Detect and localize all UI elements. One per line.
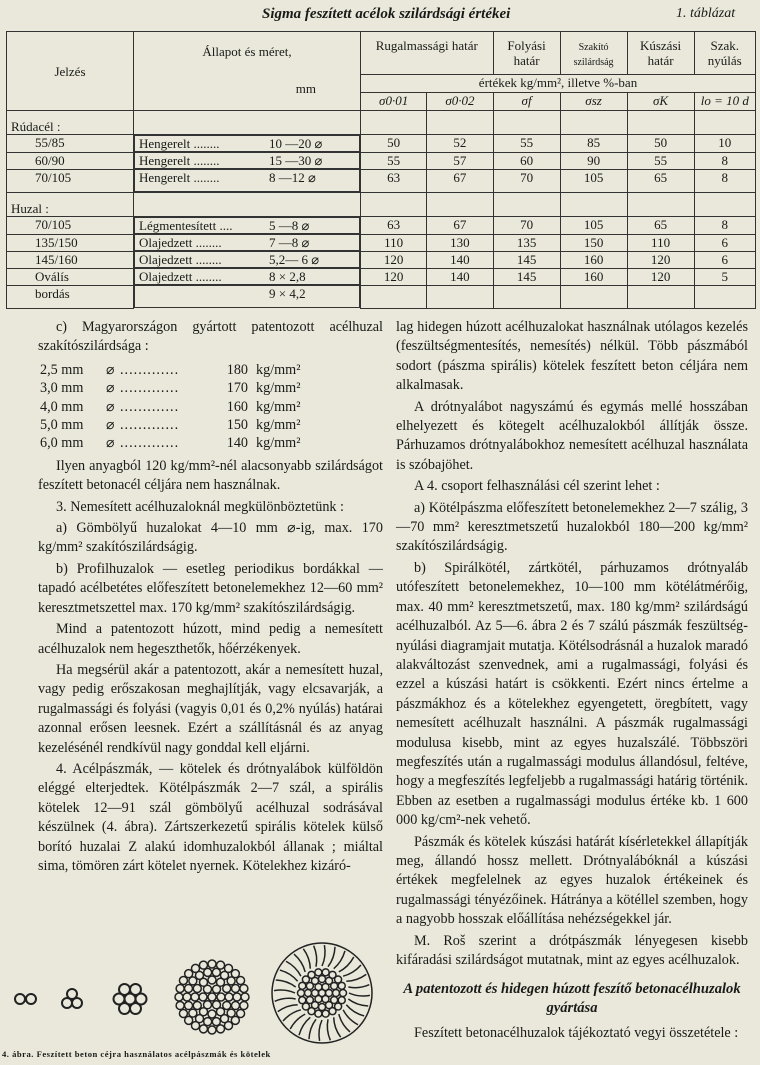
sub-header: σK <box>627 93 694 111</box>
header-folyasi: Folyási határ <box>493 32 560 75</box>
value-cell: 160 <box>560 251 627 268</box>
sub-header: σsz <box>560 93 627 111</box>
value-cell: 50 <box>627 135 694 153</box>
empty-cell <box>627 111 694 135</box>
jelzes-cell: bordás <box>7 285 134 308</box>
header-allapot <box>134 32 361 111</box>
empty-cell <box>134 111 361 135</box>
diameter-symbol: ⌀ <box>106 417 115 434</box>
paragraph: c) Magyarországon gyártott patentozott acélhuzal szakítószilárdsága : <box>38 319 383 355</box>
diameter-text: 2,5 mm <box>40 361 84 378</box>
allapot-cell <box>134 217 360 234</box>
value-cell: 8 <box>694 217 755 235</box>
figure-caption: 4. ábra. Feszített beton céjra használatos acélpászmák és kötelek <box>2 1049 271 1059</box>
allapot-text: Olajedzett ........ <box>139 252 222 267</box>
spiral-rope-icon <box>175 960 249 1034</box>
strength-unit: kg/mm² <box>256 361 301 378</box>
table-row <box>7 251 756 268</box>
paragraph: 4. Acélpászmák, — kötelek és drótnyalábok külföldön eléggé elterjedtek. Kötélpászmák 2—7 szál, a spirális kötelek 12—91 szál gömbölyű acélhuzal sodrásával készülnek (4. ábra). Zártszerkezetű spirális kötelek külső borító huzalai Z alakú idomhuzalokból állanak ; miáltal sima, tömören zárt kötelet nyernek. Kötelekhez kizáró- <box>38 760 383 874</box>
value-cell: 160 <box>560 268 627 285</box>
value-cell: 57 <box>427 152 493 169</box>
value-cell: 120 <box>627 268 694 285</box>
header-jelzes: Jelzés <box>7 32 134 111</box>
empty-cell <box>493 193 560 217</box>
value-cell: 85 <box>560 135 627 153</box>
strength-value: 150 <box>226 417 248 434</box>
value-cell: 105 <box>560 169 627 193</box>
header-kuszasi: Kúszási határ <box>627 32 694 75</box>
empty-cell <box>361 111 427 135</box>
strength-unit: kg/mm² <box>256 380 301 397</box>
header-mm-label: mm <box>295 81 316 96</box>
strength-row <box>40 379 383 397</box>
sub-header: σ0·01 <box>361 93 427 111</box>
allapot-cell <box>134 268 360 285</box>
diameter-text: 4,0 mm <box>40 398 84 415</box>
paragraph: M. Roš szerint a drótpászmák lényegesen kisebb kifáradási szilárdságot mutatnak, mint az egyes acélhuzalok. <box>396 932 748 968</box>
strand-cross-sections-figure <box>4 935 384 1047</box>
allapot-text: Olajedzett ........ <box>139 269 222 284</box>
table-number: 1. táblázat <box>676 6 736 21</box>
empty-cell <box>560 193 627 217</box>
meret-text: 10 —20 ⌀ <box>269 136 323 151</box>
value-cell: 52 <box>427 135 493 153</box>
paragraph: 3. Nemesített acélhuzaloknál megkülönböztetünk : <box>56 498 344 515</box>
empty-cell <box>627 193 694 217</box>
leader-dots: ............. <box>120 435 180 452</box>
leader-dots: ............. <box>120 417 180 434</box>
strength-row <box>40 416 383 434</box>
jelzes-cell: 55/85 <box>7 135 134 153</box>
meret-text: 5,2— 6 ⌀ <box>269 252 320 267</box>
jelzes-cell: 145/160 <box>7 251 134 268</box>
empty-cell <box>361 193 427 217</box>
allapot-cell <box>134 285 360 308</box>
value-cell <box>627 285 694 308</box>
diameter-symbol: ⌀ <box>106 398 115 415</box>
value-cell: 63 <box>361 169 427 193</box>
closed-rope-icon <box>272 943 372 1043</box>
value-cell: 150 <box>560 234 627 251</box>
sub-header: lo = 10 d <box>694 93 755 111</box>
section-heading: A patentozott és hidegen húzott feszítő betonacélhuzalok gyártása <box>403 981 741 1017</box>
allapot-text: Légmentesített .... <box>139 218 233 233</box>
paragraph: Mind a patentozott húzott, mind pedig a nemesített acélhuzalok nem hegeszthetők, hőérzékenyek. <box>38 621 383 657</box>
table-row <box>7 268 756 285</box>
value-cell: 120 <box>361 251 427 268</box>
allapot-cell <box>134 251 360 268</box>
allapot-text: Hengerelt ........ <box>139 170 220 185</box>
three-wire-strand-icon <box>62 989 82 1008</box>
group-name: Rúdacél : <box>7 111 134 135</box>
table-row <box>7 285 756 308</box>
value-cell: 140 <box>427 268 493 285</box>
allapot-text: Olajedzett ........ <box>139 235 222 250</box>
table-row <box>7 217 756 235</box>
strength-row <box>40 398 383 416</box>
jelzes-cell: 135/150 <box>7 234 134 251</box>
paragraph: a) Kötélpászma előfeszített betonelemekhez 2—7 szálig, 3—70 mm² keresztmetszetű huzalokból 180—200 kg/mm² szakítószilárdságig. <box>396 499 748 555</box>
value-cell: 50 <box>361 135 427 153</box>
paragraph: Ha megsérül akár a patentozott, akár a nemesített huzal, vagy pedig erőszakosan meghajlítják, vagy elcsavarják, a rugalmassági és folyási (vagyis 0,01 és 0,2% nyúlás) határai azonnal erősen leesnek. Ezért a szállításnál és az anyag kezelésénél rendkívül nagy gonddal kell eljárni. <box>38 661 383 756</box>
leader-dots: ............. <box>120 361 180 378</box>
strength-value: 140 <box>226 435 248 452</box>
strength-list <box>40 361 383 453</box>
meret-text: 9 × 4,2 <box>269 286 306 301</box>
group-header-row <box>7 111 756 135</box>
value-cell: 90 <box>560 152 627 169</box>
paragraph: Pászmák és kötelek kúszási határát kísérletekkel állapítják meg, állandó hossz mellett. Drótnyalábóknál a kúszási értékek megfelelnek az egyes huzalok értékeinek és rugalmassági tényézőinek. Hátránya a kötéllel szemben, hogy a nagyobb hosszak előállítása nehézségekkel jár. <box>396 833 748 928</box>
value-cell: 65 <box>627 217 694 235</box>
value-cell: 10 <box>694 135 755 153</box>
allapot-cell <box>134 135 360 152</box>
value-cell: 135 <box>493 234 560 251</box>
paragraph: lag hidegen húzott acélhuzalokat használnak utólagos kezelés (feszültségmentesítés, nemesítés) nélkül. Több pászmából sodort (pászma spirális) kötelek feszített beton céljára nem alkalmasak. <box>396 319 748 394</box>
value-cell: 120 <box>627 251 694 268</box>
value-cell: 8 <box>694 169 755 193</box>
value-cell: 105 <box>560 217 627 235</box>
value-cell: 55 <box>361 152 427 169</box>
meret-text: 15 —30 ⌀ <box>269 153 323 168</box>
diameter-symbol: ⌀ <box>106 435 115 452</box>
allapot-cell <box>134 234 360 251</box>
strength-row <box>40 361 383 379</box>
diameter-text: 5,0 mm <box>40 417 84 434</box>
allapot-text <box>139 286 269 301</box>
value-cell: 55 <box>493 135 560 153</box>
header-units: értékek kg/mm², illetve %-ban <box>361 75 756 93</box>
diameter-symbol: ⌀ <box>106 361 115 378</box>
empty-cell <box>427 111 493 135</box>
value-cell: 8 <box>694 152 755 169</box>
strength-row <box>40 434 383 452</box>
paragraph: Ilyen anyagból 120 kg/mm²-nél alacsonyabb szilárdságot feszített betonacél céljára nem használnak. <box>38 457 383 494</box>
paragraph: b) Profilhuzalok — esetleg periodikus bordákkal — tapadó acélbetétes előfeszített betonelemekhez 12—60 mm² keresztmetszettel max. 170 kg/mm² szakítószilárdságig. <box>38 560 383 616</box>
meret-text: 8 —12 ⌀ <box>269 170 316 185</box>
strength-unit: kg/mm² <box>256 435 301 452</box>
value-cell: 145 <box>493 268 560 285</box>
empty-cell <box>427 193 493 217</box>
paragraph: b) Spirálkötél, zártkötél, párhuzamos drótnyaláb utófeszített betonelemekhez, 10—100 mm kötélátmérőig, max. 40 mm² keresztmetszetű, max. 180 kg/mm² szilárdságú acélhuzalból. Az 5—6. ábra 2 és 7 szálú pászmák feszültség-nyúlási diagramjait mutatja. Kötélsodrásnál a huzalok maradó alakváltozást szenvednek, ami a rugalmassági, folyási és ezzel a kúszási határt is csökkenti. Ezért nincs értelme a pászmákhoz és a kötelekhez egyengetett, öregbített, vagy nemesített acélhuzalt használni. A pászmák rugalmassági modulusa kisebb, mint az egyes huzalszálé. Többszöri megfeszítés után a rugalmassági modulus állandósul, feltéve, hogy a megfeszítés legfeljebb a rugalmassági határig történik. Ebben az esetben a rugalmassági modulus értéke kb. 1 600 000 kg/cm²-nek vehető. <box>396 559 748 829</box>
value-cell <box>694 285 755 308</box>
header-allapot-label: Állapot és méret, <box>202 44 292 59</box>
paragraph: a) Gömbölyű huzalokat 4—10 mm ⌀-ig, max. 170 kg/mm² szakítószilárdságig. <box>38 520 383 556</box>
header-nyulas: Szak. nyúlás <box>694 32 755 75</box>
meret-text: 7 —8 ⌀ <box>269 235 310 250</box>
strength-unit: kg/mm² <box>256 417 301 434</box>
jelzes-cell: 60/90 <box>7 152 134 169</box>
meret-text: 5 —8 ⌀ <box>269 218 310 233</box>
group-name: Huzal : <box>7 193 134 217</box>
meret-text: 8 × 2,8 <box>269 269 306 284</box>
allapot-cell <box>134 152 360 169</box>
diameter-text: 3,0 mm <box>40 380 84 397</box>
table-row <box>7 234 756 251</box>
value-cell: 6 <box>694 234 755 251</box>
diameter-symbol: ⌀ <box>106 380 115 397</box>
value-cell: 110 <box>627 234 694 251</box>
value-cell: 67 <box>427 217 493 235</box>
allapot-text: Hengerelt ........ <box>139 136 220 151</box>
right-column <box>396 318 748 1046</box>
table-title: Sigma feszített acélok szilárdsági értékei <box>262 6 511 22</box>
empty-cell <box>493 111 560 135</box>
value-cell: 55 <box>627 152 694 169</box>
strength-value: 170 <box>226 380 248 397</box>
leader-dots: ............. <box>120 380 180 397</box>
value-cell: 130 <box>427 234 493 251</box>
empty-cell <box>560 111 627 135</box>
strength-value: 180 <box>226 361 248 378</box>
sub-header: σf <box>493 93 560 111</box>
two-wire-strand-icon <box>15 994 36 1004</box>
left-column <box>38 318 383 878</box>
value-cell: 110 <box>361 234 427 251</box>
value-cell: 67 <box>427 169 493 193</box>
value-cell: 70 <box>493 169 560 193</box>
value-cell: 145 <box>493 251 560 268</box>
empty-cell <box>134 193 361 217</box>
value-cell <box>361 285 427 308</box>
seven-wire-strand-icon <box>114 984 147 1014</box>
value-cell: 60 <box>493 152 560 169</box>
allapot-cell <box>134 169 360 192</box>
allapot-text: Hengerelt ........ <box>139 153 220 168</box>
jelzes-cell: 70/105 <box>7 217 134 235</box>
diameter-text: 6,0 mm <box>40 435 84 452</box>
jelzes-cell: 70/105 <box>7 169 134 193</box>
table-row <box>7 135 756 153</box>
value-cell <box>427 285 493 308</box>
strength-table <box>6 31 756 309</box>
header-rugalmassagi: Rugalmassági határ <box>361 32 494 75</box>
leader-dots: ............. <box>120 398 180 415</box>
header-szakito: Szakító szilárdság <box>560 32 627 75</box>
value-cell: 120 <box>361 268 427 285</box>
value-cell: 6 <box>694 251 755 268</box>
empty-cell <box>694 111 755 135</box>
value-cell: 65 <box>627 169 694 193</box>
value-cell: 5 <box>694 268 755 285</box>
paragraph: A 4. csoport felhasználási cél szerint lehet : <box>414 478 660 495</box>
value-cell: 70 <box>493 217 560 235</box>
table-row <box>7 169 756 193</box>
value-cell: 63 <box>361 217 427 235</box>
empty-cell <box>694 193 755 217</box>
value-cell <box>560 285 627 308</box>
paragraph: A drótnyalábot nagyszámú és egymás mellé hosszában elhelyezett és kötegelt acélhuzalokból állítják össze. Párhuzamos drótnyalábokhoz nemesített acélhuzal használata is szóbajöhet. <box>396 398 748 473</box>
value-cell: 140 <box>427 251 493 268</box>
jelzes-cell: Oválís <box>7 268 134 285</box>
value-cell <box>493 285 560 308</box>
strength-value: 160 <box>226 398 248 415</box>
group-header-row <box>7 193 756 217</box>
table-row <box>7 152 756 169</box>
paragraph: Feszített betonacélhuzalok tájékoztató vegyi összetétele : <box>414 1025 739 1042</box>
strength-unit: kg/mm² <box>256 398 301 415</box>
sub-header: σ0·02 <box>427 93 493 111</box>
